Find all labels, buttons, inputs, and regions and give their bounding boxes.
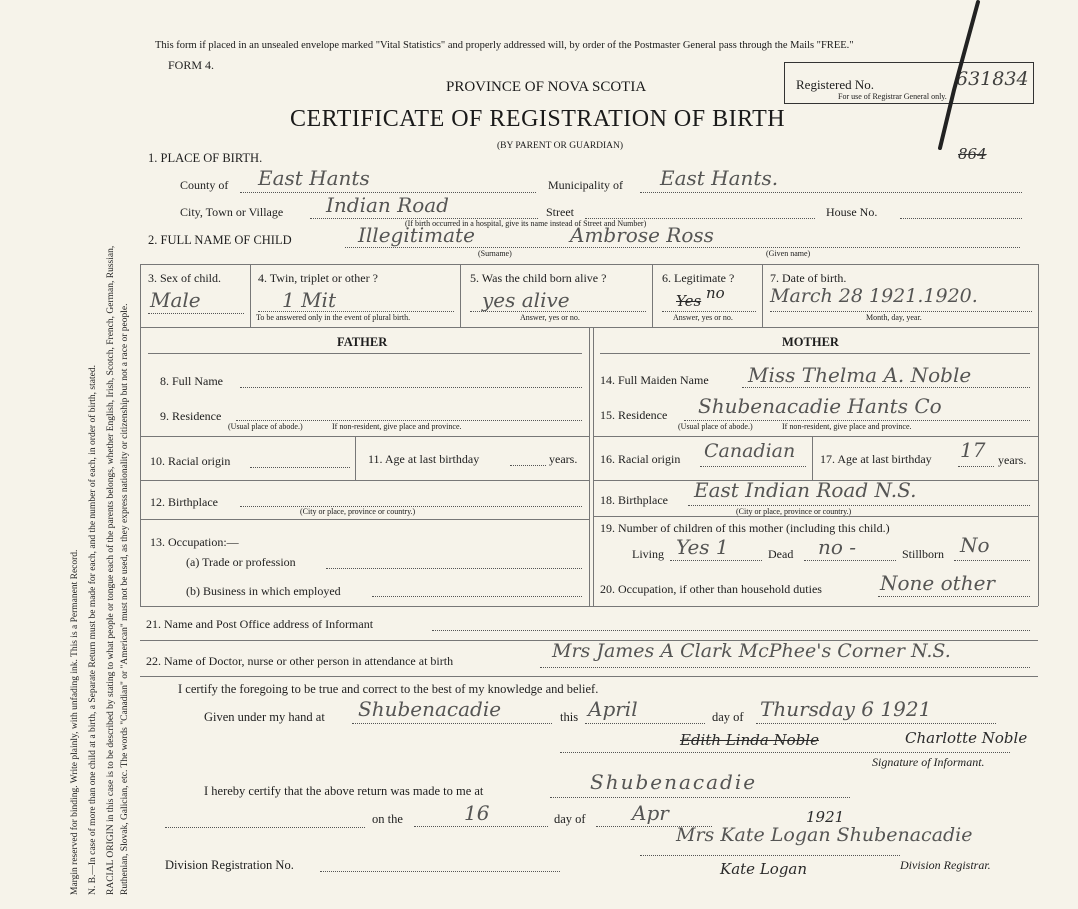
registrar-day-of-label: day of — [554, 812, 586, 826]
birth-date-value: March 28 1921.1920. — [770, 285, 978, 307]
registered-label: Registered No. — [796, 77, 874, 92]
certificate-subtitle: (BY PARENT OR GUARDIAN) — [497, 141, 624, 151]
mother-living-value: Yes 1 — [676, 535, 729, 559]
certify-place: Shubenacadie — [358, 697, 502, 721]
legitimate-note: Answer, yes or no. — [673, 313, 733, 322]
given-under-hand-label: Given under my hand at — [204, 710, 325, 724]
mother-age-value: 17 — [960, 438, 986, 462]
certify-day-of-label: day of — [712, 710, 744, 724]
informant-signature-struck: Edith Linda Noble — [680, 731, 819, 749]
legitimate-value: no — [706, 284, 725, 302]
street-label: Street — [546, 205, 574, 219]
given-name-note: (Given name) — [766, 249, 811, 258]
father-name-label: 8. Full Name — [160, 374, 223, 388]
mother-birthplace-label: 18. Birthplace — [600, 493, 668, 507]
county-label: County of — [180, 178, 229, 192]
registrar-certify-text: I hereby certify that the above return was made to me at — [204, 784, 484, 798]
mail-note: This form if placed in an unsealed envelope marked "Vital Statistics" and properly addressed will, by order of the Postmaster General pass through the Mails "FREE." — [155, 40, 854, 51]
mother-racial-value: Canadian — [704, 440, 796, 462]
municipality-label: Municipality of — [548, 178, 623, 192]
mother-stillborn-value: No — [960, 533, 990, 557]
father-residence-note-1: (Usual place of abode.) — [228, 422, 303, 431]
certify-this-label: this — [560, 710, 579, 724]
doctor-label: 22. Name of Doctor, nurse or other person in attendance at birth — [146, 654, 454, 668]
father-residence-label: 9. Residence — [160, 409, 222, 423]
mother-years-label: years. — [998, 453, 1027, 467]
certificate-title: CERTIFICATE OF REGISTRATION OF BIRTH — [290, 106, 786, 132]
division-registrar-label: Division Registrar. — [900, 858, 991, 872]
surname-note: (Surname) — [478, 249, 512, 258]
province-title: PROVINCE OF NOVA SCOTIA — [446, 79, 647, 95]
informant-signature-label: Signature of Informant. — [872, 755, 985, 769]
house-label: House No. — [826, 205, 878, 219]
registered-number: 631834 — [956, 68, 1029, 90]
mother-occupation-label: 20. Occupation, if other than household duties — [600, 582, 822, 596]
father-birthplace-label: 12. Birthplace — [150, 495, 218, 509]
county-value: East Hants — [258, 166, 370, 190]
father-age-label: 11. Age at last birthday — [368, 452, 480, 466]
mother-birthplace-value: East Indian Road N.S. — [694, 478, 917, 502]
street-note: (If birth occurred in a hospital, give its name instead of Street and Number) — [405, 219, 647, 228]
side-note-racial-1: RACIAL ORIGIN in this case is to be described by stating to what people or tongue each of the parents belongs, whether English, Irish, Scotch, French, German, Russian, — [106, 245, 116, 895]
mother-stillborn-label: Stillborn — [902, 547, 945, 561]
father-birthplace-note: (City or place, province or country.) — [300, 507, 416, 516]
father-racial-label: 10. Racial origin — [150, 454, 231, 468]
informant-label: 21. Name and Post Office address of Informant — [146, 617, 374, 631]
registrar-month: Apr — [632, 801, 669, 825]
city-label: City, Town or Village — [180, 205, 284, 219]
mother-age-label: 17. Age at last birthday — [820, 452, 932, 466]
father-occupation-label: 13. Occupation:— — [150, 535, 239, 549]
sex-value: Male — [150, 288, 201, 312]
father-business-label: (b) Business in which employed — [186, 584, 341, 598]
mother-dead-label: Dead — [768, 547, 794, 561]
certify-month: April — [588, 697, 638, 721]
child-surname: Illegitimate — [358, 223, 475, 247]
city-value: Indian Road — [326, 193, 449, 217]
side-note-margin: Margin reserved for binding. Write plainly, with unfading ink. This is a Permanent Record. — [70, 549, 80, 895]
mother-residence-label: 15. Residence — [600, 408, 668, 422]
father-years-label: years. — [549, 452, 578, 466]
mother-birthplace-note: (City or place, province or country.) — [736, 507, 852, 516]
registrar-use-note: For use of Registrar General only. — [838, 92, 947, 101]
registrar-on-the-label: on the — [372, 812, 403, 826]
child-given-name: Ambrose Ross — [570, 223, 714, 247]
certify-day: Thursday 6 1921 — [760, 697, 932, 721]
mother-name-value: Miss Thelma A. Noble — [748, 363, 972, 387]
form-number: FORM 4. — [168, 58, 215, 72]
legitimate-struck: Yes — [676, 292, 702, 310]
born-alive-value: yes alive — [482, 288, 570, 312]
mother-residence-note-1: (Usual place of abode.) — [678, 422, 753, 431]
place-of-birth-heading: 1. PLACE OF BIRTH. — [148, 151, 263, 165]
registrar-year: 1921 — [806, 808, 845, 826]
mother-dead-value: no - — [818, 535, 857, 559]
side-note-nb: N. B.—In case of more than one child at a birth, a Separate Return must be made for each, and the number of each, in order of birth, stated. — [88, 365, 98, 895]
legitimate-label: 6. Legitimate ? — [662, 271, 735, 285]
twin-note: To be answered only in the event of plural birth. — [256, 313, 411, 322]
registrar-place: Shubenacadie — [590, 770, 758, 794]
mother-residence-value: Shubenacadie Hants Co — [698, 394, 942, 418]
born-alive-note: Answer, yes or no. — [520, 313, 580, 322]
twin-value: 1 Mit — [282, 288, 336, 312]
mother-name-label: 14. Full Maiden Name — [600, 373, 709, 387]
child-name-label: 2. FULL NAME OF CHILD — [148, 233, 292, 247]
born-alive-label: 5. Was the child born alive ? — [470, 271, 607, 285]
mother-occupation-value: None other — [880, 571, 995, 595]
corner-number: 864 — [958, 145, 987, 163]
birth-date-note: Month, day, year. — [866, 313, 922, 322]
mother-children-label: 19. Number of children of this mother (including this child.) — [600, 521, 890, 535]
side-note-racial-2: Ruthenian, Slovak, Galician, etc. The words "Canadian" or "American" must not be used, as they express nationality or citizenship but not a race or people. — [120, 303, 130, 895]
pen-stroke-mark — [910, 0, 990, 160]
mother-racial-label: 16. Racial origin — [600, 452, 681, 466]
registrar-day: 16 — [464, 801, 490, 825]
father-residence-note-2: If non-resident, give place and province. — [332, 422, 462, 431]
mother-residence-note-2: If non-resident, give place and province. — [782, 422, 912, 431]
certify-text: I certify the foregoing to be true and correct to the best of my knowledge and belief. — [178, 682, 599, 696]
sex-label: 3. Sex of child. — [148, 271, 221, 285]
mother-living-label: Living — [632, 547, 664, 561]
registrar-signature: Mrs Kate Logan Shubenacadie — [676, 824, 973, 846]
father-trade-label: (a) Trade or profession — [186, 555, 296, 569]
father-heading: FATHER — [337, 335, 388, 349]
registrar-signature-2: Kate Logan — [720, 860, 808, 878]
division-registration-label: Division Registration No. — [165, 858, 294, 872]
mother-heading: MOTHER — [782, 335, 839, 349]
municipality-value: East Hants. — [660, 166, 779, 190]
twin-label: 4. Twin, triplet or other ? — [258, 271, 378, 285]
birth-date-label: 7. Date of birth. — [770, 271, 847, 285]
informant-signature: Charlotte Noble — [905, 729, 1028, 747]
doctor-value: Mrs James A Clark McPhee's Corner N.S. — [552, 640, 951, 662]
